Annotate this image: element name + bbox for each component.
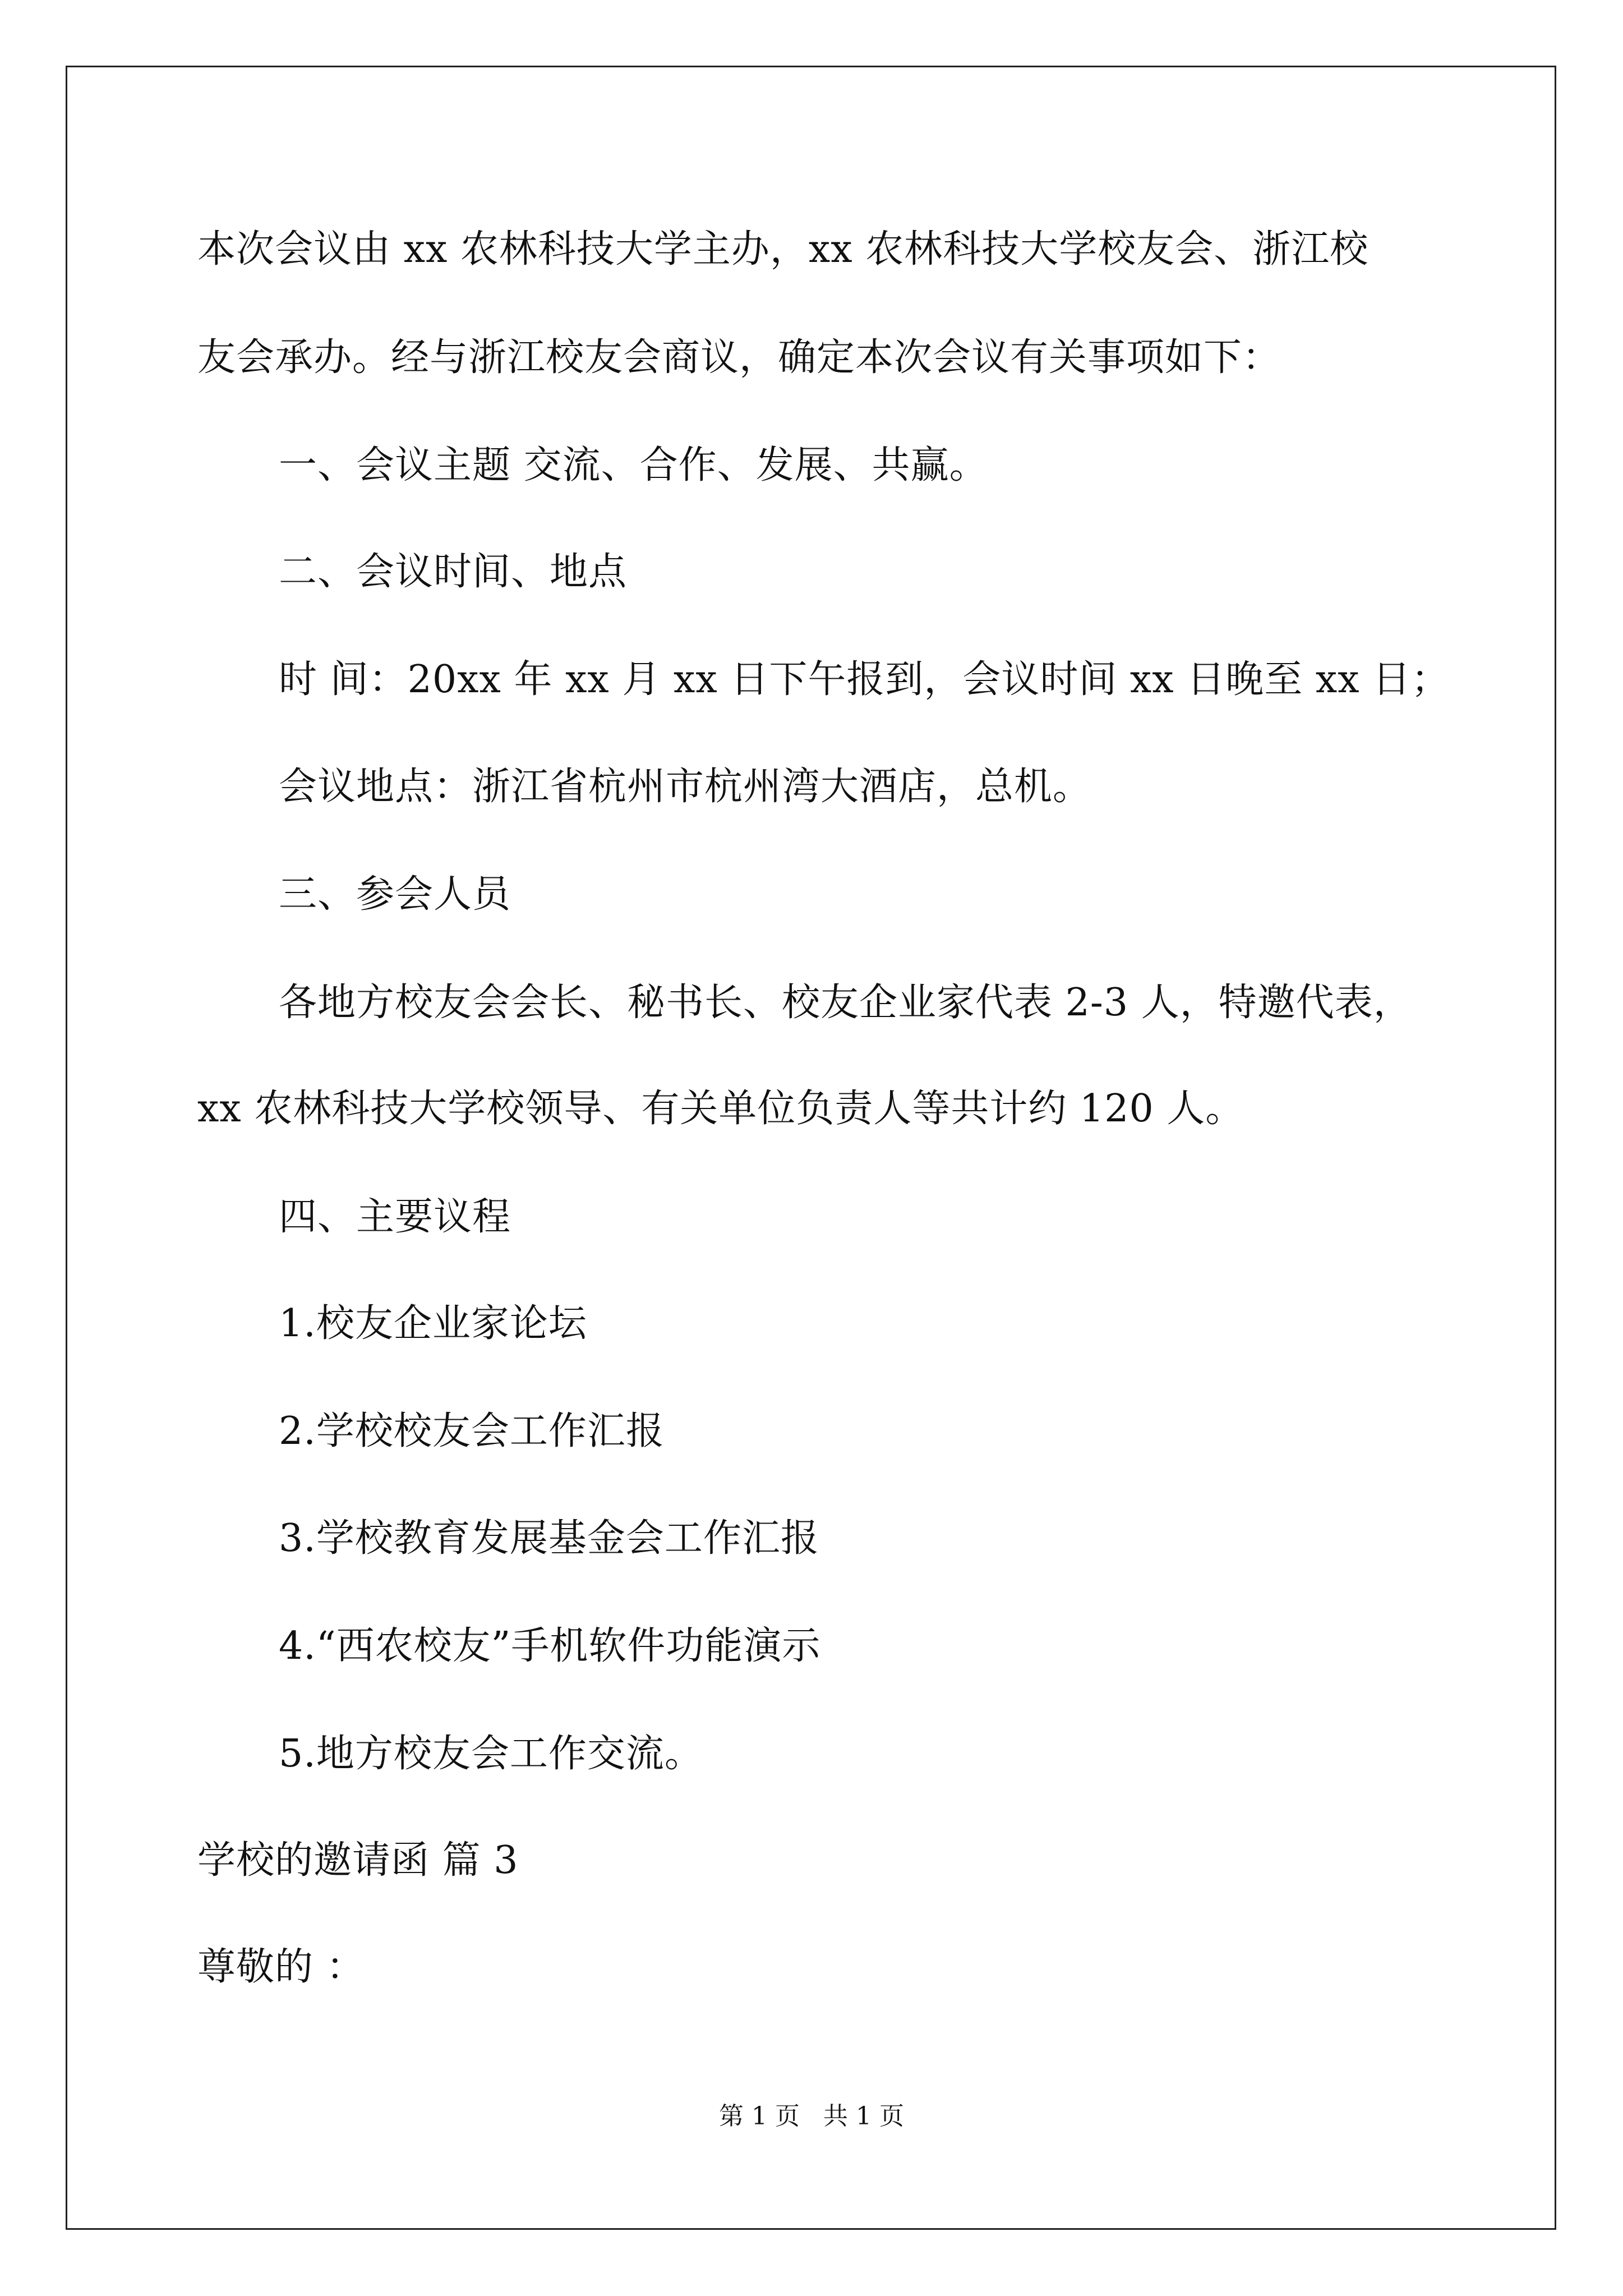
- page-border: [66, 66, 1556, 2230]
- page-number-footer: 第 1 页 共 1 页: [719, 2102, 904, 2131]
- meeting-time-line: 时 间：20xx 年 xx 月 xx 日下午报到，会议时间 xx 日晚至 xx 日；: [279, 657, 1450, 702]
- paragraph-intro-line-1: 本次会议由 xx 农林科技大学主办，xx 农林科技大学校友会、浙江校: [197, 227, 1369, 272]
- agenda-item-2: 2.学校校友会工作汇报: [279, 1409, 665, 1453]
- section-heading-theme: 一、会议主题 交流、合作、发展、共赢。: [279, 443, 988, 487]
- attendees-line-1: 各地方校友会会长、秘书长、校友企业家代表 2-3 人，特邀代表，: [279, 981, 1412, 1025]
- agenda-item-3: 3.学校教育发展基金会工作汇报: [279, 1516, 819, 1561]
- letter-heading: 学校的邀请函 篇 3: [197, 1838, 519, 1883]
- section-heading-attendees: 三、参会人员: [279, 872, 511, 917]
- agenda-item-1: 1.校友企业家论坛: [279, 1301, 587, 1346]
- salutation: 尊敬的 ：: [197, 1945, 365, 1989]
- agenda-item-4: 4.“西农校友”手机软件功能演示: [279, 1624, 821, 1668]
- section-heading-agenda: 四、主要议程: [279, 1195, 511, 1239]
- paragraph-intro-line-2: 友会承办。经与浙江校友会商议，确定本次会议有关事项如下：: [197, 335, 1281, 380]
- section-heading-time-place: 二、会议时间、地点: [279, 550, 628, 594]
- attendees-line-2: xx 农林科技大学校领导、有关单位负责人等共计约 120 人。: [197, 1087, 1244, 1131]
- agenda-item-5: 5.地方校友会工作交流。: [279, 1732, 703, 1776]
- meeting-location-line: 会议地点：浙江省杭州市杭州湾大酒店，总机。: [279, 765, 1092, 809]
